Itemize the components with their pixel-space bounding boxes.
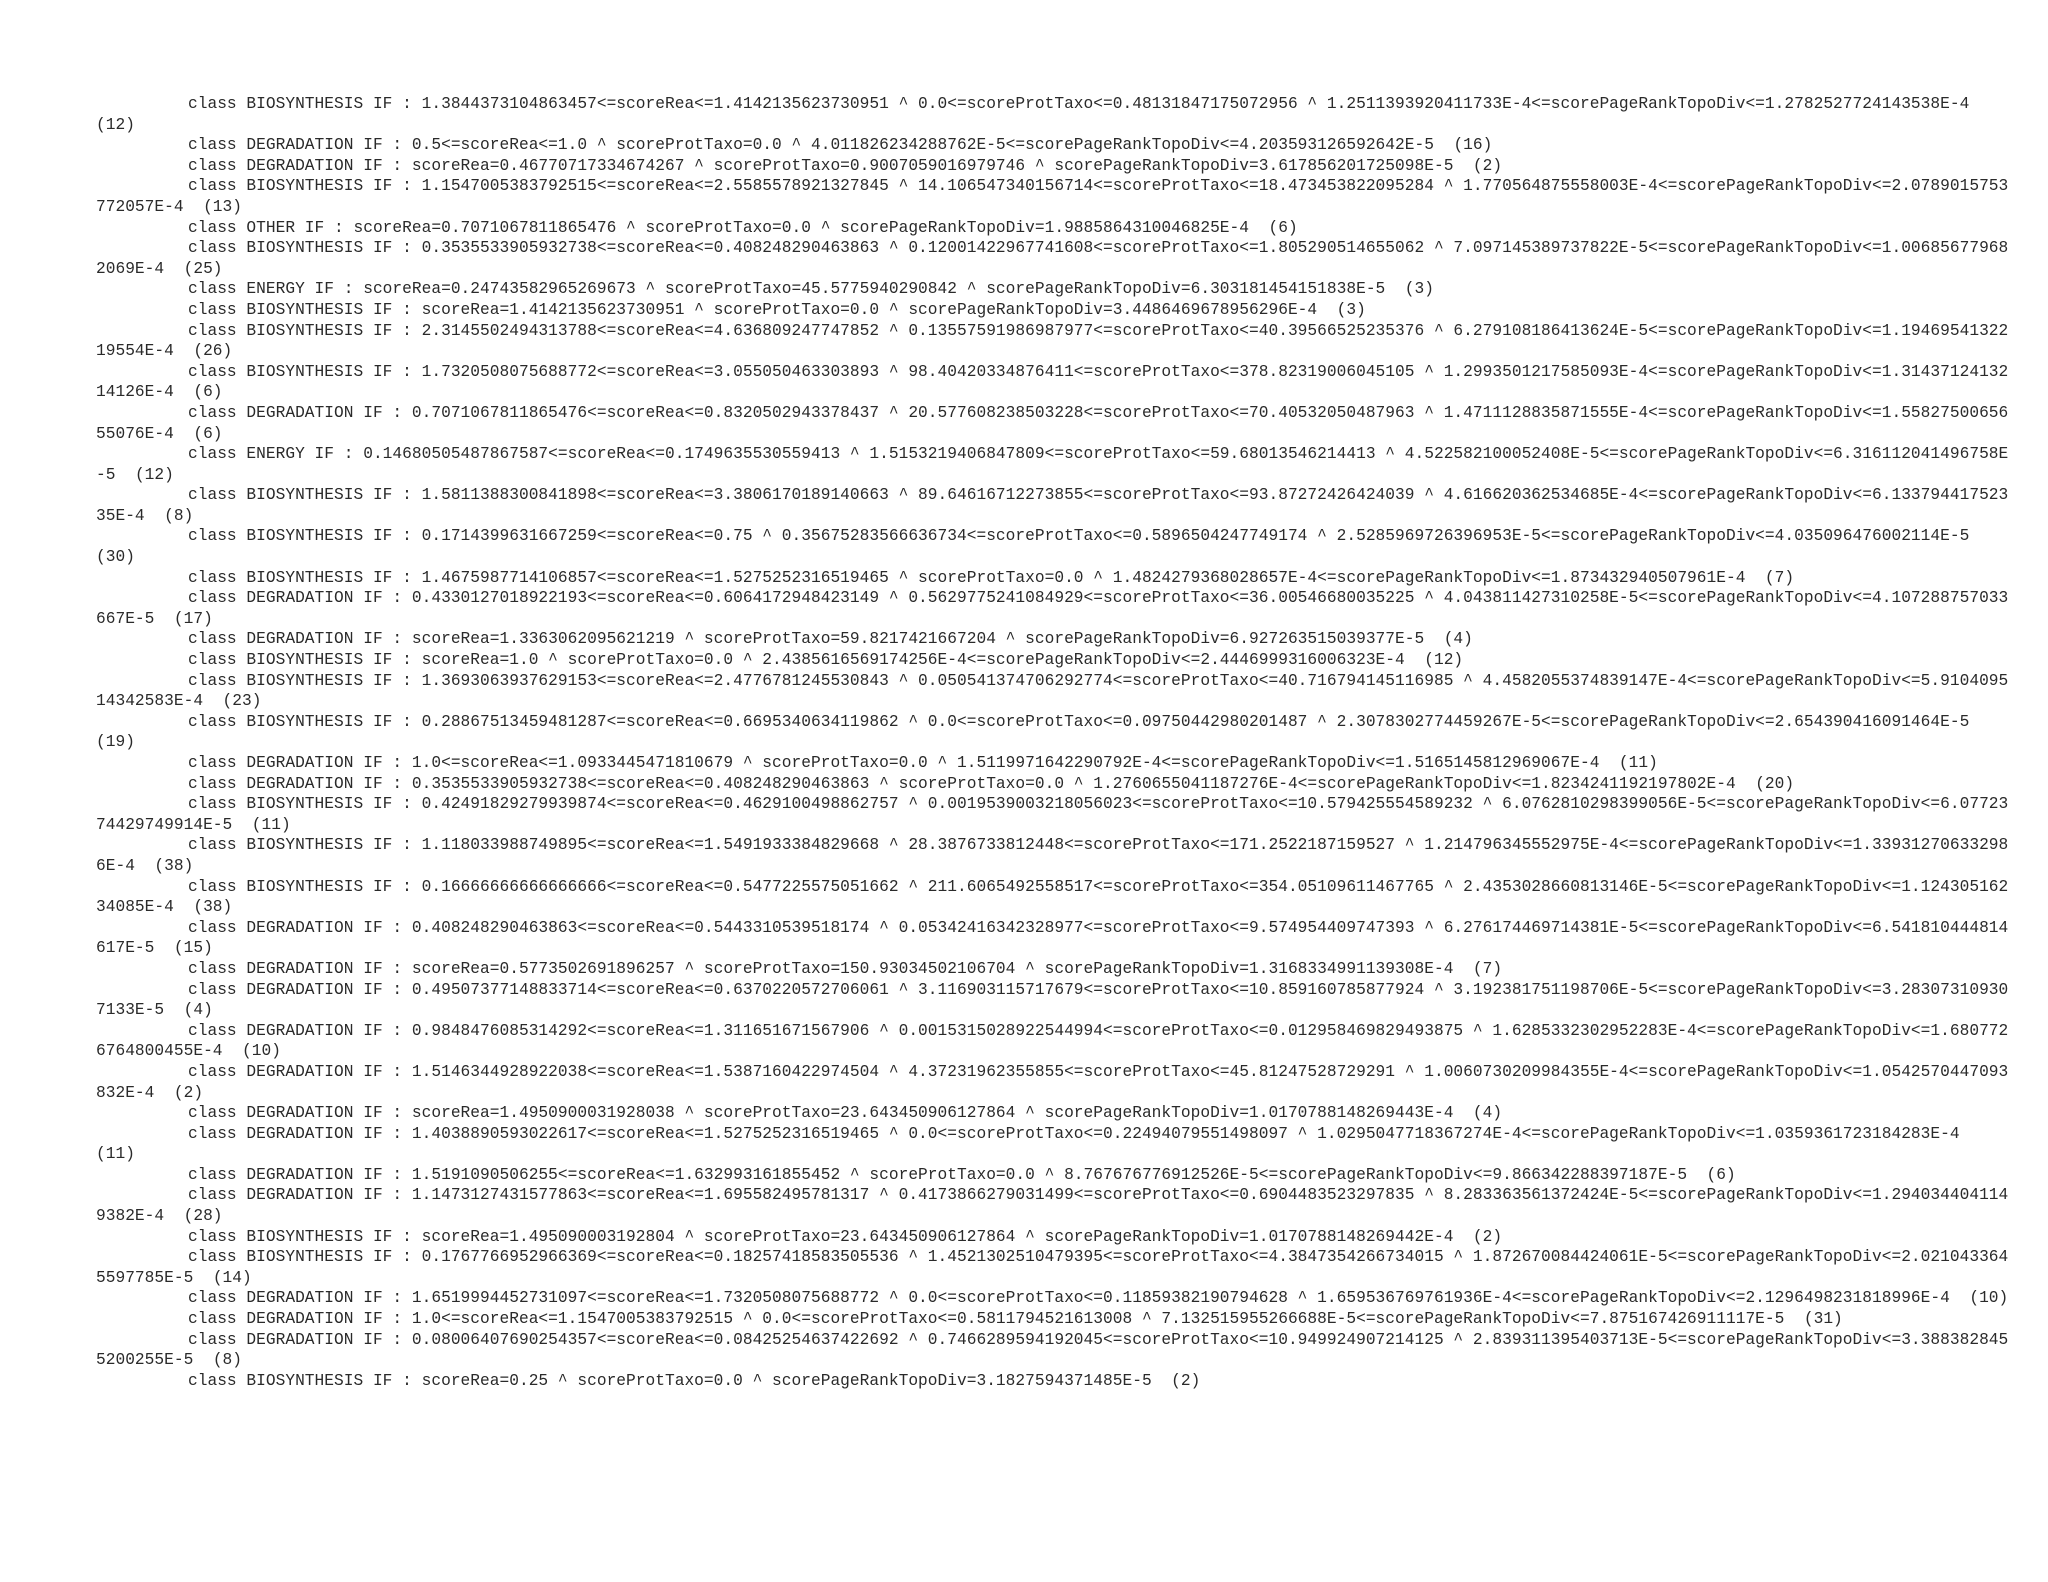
rule-count: (25)	[183, 259, 223, 278]
rule-count: (30)	[96, 548, 135, 567]
rule-line	[96, 300, 2016, 321]
rule-count: (4)	[183, 1001, 213, 1020]
rule-count: (3)	[1336, 300, 1366, 319]
rule-count: (11)	[1618, 754, 1658, 772]
rule-line	[96, 835, 2016, 876]
rule-count: (6)	[193, 424, 223, 443]
rule-text: class DEGRADATION IF : scoreRea=0.46770717334674267 ^ scoreProtTaxo=0.9007059016979746 ^ scorePageRankTopoDiv=3.617856201725098E-5	[188, 156, 1454, 175]
rule-count: (6)	[1268, 218, 1298, 237]
rule-line	[96, 485, 2016, 526]
rule-text: class DEGRADATION IF : 0.7071067811865476<=scoreRea<=0.8320502943378437 ^ 20.577608238503228<=scoreProtTaxo<=70.40532050487963 ^ 1.4711128835871555E-4<=scorePageRankTopoDiv<=1.5582750065655076E-4	[96, 403, 2009, 443]
rule-line	[96, 918, 2016, 959]
rule-count: (12)	[96, 115, 135, 134]
rule-line	[96, 1021, 2016, 1062]
rule-count: (2)	[1171, 1371, 1201, 1390]
rule-text: class ENERGY IF : scoreRea=0.24743582965269673 ^ scoreProtTaxo=45.5775940290842 ^ scorePageRankTopoDiv=6.303181454151838E-5	[188, 280, 1386, 299]
rule-line	[96, 321, 2016, 362]
rule-line	[96, 1062, 2016, 1103]
rule-text: class DEGRADATION IF : 0.408248290463863<=scoreRea<=0.5443310539518174 ^ 0.05342416342328977<=scoreProtTaxo<=9.574954409747393 ^ 6.276174469714381E-5<=scorePageRankTopoDiv<=6.541810444814617E-5	[96, 918, 2009, 958]
rule-line	[96, 568, 2016, 589]
rule-text: class BIOSYNTHESIS IF : 1.5811388300841898<=scoreRea<=3.3806170189140663 ^ 89.64616712273855<=scoreProtTaxo<=93.87272426424039 ^ 4.616620362534685E-4<=scorePageRankTopoDiv<=6.13379441752335E-4	[96, 486, 2009, 525]
rule-text: class DEGRADATION IF : scoreRea=0.5773502691896257 ^ scoreProtTaxo=150.93034502106704 ^ scorePageRankTopoDiv=1.3168334991139308E-4	[188, 959, 1454, 978]
rule-text: class DEGRADATION IF : 0.3535533905932738<=scoreRea<=0.408248290463863 ^ scoreProtTaxo=0.0 ^ 1.2760655041187276E-4<=scorePageRankTopoDiv<=1.8234241192197802E-4	[188, 774, 1736, 793]
rule-count: (20)	[1755, 774, 1795, 793]
rule-line	[96, 1371, 2016, 1392]
rule-line	[96, 403, 2016, 444]
rule-count: (4)	[1443, 630, 1473, 649]
rule-text: class DEGRADATION IF : scoreRea=1.4950900031928038 ^ scoreProtTaxo=23.643450906127864 ^ scorePageRankTopoDiv=1.0170788148269443E-4	[188, 1104, 1454, 1123]
rule-text: class BIOSYNTHESIS IF : 1.4675987714106857<=scoreRea<=1.5275252316519465 ^ scoreProtTaxo=0.0 ^ 1.4824279368028657E-4<=scorePageRankTopoDiv<=1.873432940507961E-4	[188, 568, 1746, 587]
rule-text: class DEGRADATION IF : 0.4330127018922193<=scoreRea<=0.6064172948423149 ^ 0.5629775241084929<=scoreProtTaxo<=36.00546680035225 ^ 4.043811427310258E-5<=scorePageRankTopoDiv<=4.107288757033667E-5	[96, 589, 2009, 628]
rule-text: class DEGRADATION IF : 1.5146344928922038<=scoreRea<=1.5387160422974504 ^ 4.37231962355855<=scoreProtTaxo<=45.81247528729291 ^ 1.0060730209984355E-4<=scorePageRankTopoDiv<=1.0542570447093832E-4	[96, 1062, 2009, 1102]
rule-count: (2)	[173, 1083, 204, 1102]
rule-count: (6)	[1706, 1165, 1736, 1184]
rule-count: (26)	[193, 342, 233, 361]
rule-text: class BIOSYNTHESIS IF : 0.42491829279939874<=scoreRea<=0.4629100498862757 ^ 0.0019539003218056023<=scoreProtTaxo<=10.579425554589232 ^ 6.0762810298399056E-5<=scorePageRankTopoDiv<=6.0772374429749914E-5	[96, 795, 2009, 834]
rule-text: class BIOSYNTHESIS IF : 0.3535533905932738<=scoreRea<=0.408248290463863 ^ 0.12001422967741608<=scoreProtTaxo<=1.805290514655062 ^ 7.097145389737822E-5<=scorePageRankTopoDiv<=1.006856779682069E-4	[96, 239, 2009, 278]
rule-count: (17)	[173, 609, 213, 628]
rule-line	[96, 156, 2016, 177]
rule-text: class BIOSYNTHESIS IF : 1.3693063937629153<=scoreRea<=2.4776781245530843 ^ 0.050541374706292774<=scoreProtTaxo<=40.716794145116985 ^ 4.4582055374839147E-4<=scorePageRankTopoDiv<=5.910409514342583E-4	[96, 671, 2009, 711]
rule-text: class BIOSYNTHESIS IF : 0.16666666666666666<=scoreRea<=0.5477225575051662 ^ 211.6065492558517<=scoreProtTaxo<=354.05109611467765 ^ 2.4353028660813146E-5<=scorePageRankTopoDiv<=1.12430516234085E-4	[96, 877, 2009, 917]
rule-count: (8)	[164, 506, 194, 525]
rule-line	[96, 650, 2016, 671]
rule-count: (10)	[242, 1042, 281, 1061]
rule-count: (2)	[1472, 156, 1503, 175]
rule-count: (7)	[1764, 568, 1795, 587]
rule-text: class DEGRADATION IF : 0.08006407690254357<=scoreRea<=0.08425254637422692 ^ 0.7466289594192045<=scoreProtTaxo<=10.949924907214125 ^ 2.839311395403713E-5<=scorePageRankTopoDiv<=3.3883828455200255E-5	[96, 1330, 2009, 1370]
rule-line	[96, 1103, 2016, 1124]
rule-line	[96, 588, 2016, 629]
rule-line	[96, 1165, 2016, 1186]
rule-line	[96, 238, 2016, 279]
rule-text: class BIOSYNTHESIS IF : 0.28867513459481287<=scoreRea<=0.6695340634119862 ^ 0.0<=scoreProtTaxo<=0.09750442980201487 ^ 2.3078302774459267E-5<=scorePageRankTopoDiv<=2.654390416091464E-5	[188, 712, 1970, 731]
rule-count: (15)	[173, 939, 213, 958]
rule-line	[96, 980, 2016, 1021]
rule-count: (12)	[134, 465, 174, 484]
rule-text: class DEGRADATION IF : 0.9848476085314292<=scoreRea<=1.311651671567906 ^ 0.0015315028922544994<=scoreProtTaxo<=0.012958469829493875 ^ 1.6285332302952283E-4<=scorePageRankTopoDiv<=1.6807726764800455E-4	[96, 1021, 2009, 1061]
rule-line	[96, 1124, 2016, 1165]
rule-count: (28)	[183, 1207, 223, 1226]
rule-text: class BIOSYNTHESIS IF : 0.1767766952966369<=scoreRea<=0.18257418583505536 ^ 1.4521302510479395<=scoreProtTaxo<=4.3847354266734015 ^ 1.872670084424061E-5<=scorePageRankTopoDiv<=2.0210433645597785E-5	[96, 1248, 2009, 1287]
rules-document	[96, 94, 2016, 1391]
rule-text: class DEGRADATION IF : 1.1473127431577863<=scoreRea<=1.695582495781317 ^ 0.4173866279031499<=scoreProtTaxo<=0.6904483523297835 ^ 8.283363561372424E-5<=scorePageRankTopoDiv<=1.2940344041149382E-4	[96, 1186, 2009, 1226]
rule-line	[96, 1288, 2016, 1309]
rule-text: class BIOSYNTHESIS IF : 1.1547005383792515<=scoreRea<=2.5585578921327845 ^ 14.106547340156714<=scoreProtTaxo<=18.473453822095284 ^ 1.770564875558003E-4<=scorePageRankTopoDiv<=2.0789015753772057E-4	[96, 177, 2009, 216]
rule-text: class DEGRADATION IF : 0.49507377148833714<=scoreRea<=0.6370220572706061 ^ 3.116903115717679<=scoreProtTaxo<=10.859160785877924 ^ 3.192381751198706E-5<=scorePageRankTopoDiv<=3.283073109307133E-5	[96, 980, 2009, 1020]
rule-count: (16)	[1453, 136, 1493, 155]
rule-text: class DEGRADATION IF : 1.5191090506255<=scoreRea<=1.632993161855452 ^ scoreProtTaxo=0.0 ^ 8.767676776912526E-5<=scorePageRankTopoDiv<=9.866342288397187E-5	[188, 1165, 1688, 1184]
rule-text: class BIOSYNTHESIS IF : scoreRea=1.0 ^ scoreProtTaxo=0.0 ^ 2.4385616569174256E-4<=scorePageRankTopoDiv<=2.4446999316006323E-4	[188, 651, 1405, 670]
rule-line	[96, 959, 2016, 980]
rule-count: (4)	[1472, 1104, 1503, 1123]
rule-count: (3)	[1404, 280, 1434, 299]
rule-count: (14)	[212, 1268, 252, 1287]
rule-count: (19)	[96, 733, 135, 752]
rule-line	[96, 1309, 2016, 1330]
rule-count: (38)	[154, 856, 194, 875]
rule-count: (6)	[193, 383, 223, 402]
rule-line	[96, 712, 2016, 753]
rule-line	[96, 1247, 2016, 1288]
rule-line	[96, 279, 2016, 300]
rule-line	[96, 794, 2016, 835]
rule-count: (10)	[1969, 1289, 2009, 1308]
rule-count: (11)	[96, 1145, 135, 1164]
rule-text: class BIOSYNTHESIS IF : scoreRea=1.4142135623730951 ^ scoreProtTaxo=0.0 ^ scorePageRankTopoDiv=3.4486469678956296E-4	[188, 300, 1318, 319]
rule-count: (8)	[212, 1351, 243, 1370]
rule-text: class BIOSYNTHESIS IF : 0.1714399631667259<=scoreRea<=0.75 ^ 0.35675283566636734<=scoreProtTaxo<=0.5896504247749174 ^ 2.5285969726396953E-5<=scorePageRankTopoDiv<=4.035096476002114E-5	[188, 527, 1970, 546]
rule-line	[96, 94, 2016, 135]
rule-text: class DEGRADATION IF : scoreRea=1.3363062095621219 ^ scoreProtTaxo=59.8217421667204 ^ scorePageRankTopoDiv=6.927263515039377E-5	[188, 630, 1425, 649]
rule-line	[96, 218, 2016, 239]
rule-text: class DEGRADATION IF : 0.5<=scoreRea<=1.0 ^ scoreProtTaxo=0.0 ^ 4.011826234288762E-5<=scorePageRankTopoDiv<=4.203593126592642E-5	[188, 136, 1434, 155]
rule-text: class ENERGY IF : 0.14680505487867587<=scoreRea<=0.1749635530559413 ^ 1.5153219406847809<=scoreProtTaxo<=59.68013546214413 ^ 4.522582100052408E-5<=scorePageRankTopoDiv<=6.316112041496758E-5	[96, 445, 2009, 484]
rule-text: class DEGRADATION IF : 1.0<=scoreRea<=1.1547005383792515 ^ 0.0<=scoreProtTaxo<=0.5811794521613008 ^ 7.132515955266688E-5<=scorePageRankTopoDiv<=7.875167426911117E-5	[188, 1310, 1785, 1329]
rule-count: (11)	[251, 815, 291, 834]
rule-count: (7)	[1472, 959, 1503, 978]
rule-line	[96, 1330, 2016, 1371]
rule-text: class OTHER IF : scoreRea=0.7071067811865476 ^ scoreProtTaxo=0.0 ^ scorePageRankTopoDiv=1.9885864310046825E-4	[188, 218, 1250, 237]
rule-text: class DEGRADATION IF : 1.0<=scoreRea<=1.0933445471810679 ^ scoreProtTaxo=0.0 ^ 1.5119971642290792E-4<=scorePageRankTopoDiv<=1.5165145812969067E-4	[188, 754, 1600, 772]
rule-count: (2)	[1472, 1227, 1503, 1246]
rule-line	[96, 135, 2016, 156]
rule-line	[96, 774, 2016, 795]
rule-line	[96, 1185, 2016, 1226]
rule-line	[96, 877, 2016, 918]
rule-line	[96, 1227, 2016, 1248]
rule-line	[96, 362, 2016, 403]
rule-text: class DEGRADATION IF : 1.6519994452731097<=scoreRea<=1.7320508075688772 ^ 0.0<=scoreProtTaxo<=0.11859382190794628 ^ 1.659536769761936E-4<=scorePageRankTopoDiv<=2.1296498231818996E-4	[188, 1289, 1950, 1308]
rule-line	[96, 176, 2016, 217]
rule-line	[96, 526, 2016, 567]
rule-count: (31)	[1803, 1310, 1843, 1329]
rule-line	[96, 629, 2016, 650]
rule-count: (13)	[203, 197, 243, 216]
rule-text: class BIOSYNTHESIS IF : 1.3844373104863457<=scoreRea<=1.4142135623730951 ^ 0.0<=scoreProtTaxo<=0.48131847175072956 ^ 1.2511393920411733E-4<=scorePageRankTopoDiv<=1.2782527724143538E-4	[188, 95, 1970, 113]
rule-line	[96, 753, 2016, 774]
rule-text: class BIOSYNTHESIS IF : scoreRea=1.495090003192804 ^ scoreProtTaxo=23.643450906127864 ^ scorePageRankTopoDiv=1.0170788148269442E-4	[188, 1227, 1454, 1246]
rule-text: class DEGRADATION IF : 1.4038890593022617<=scoreRea<=1.5275252316519465 ^ 0.0<=scoreProtTaxo<=0.22494079551498097 ^ 1.0295047718367274E-4<=scorePageRankTopoDiv<=1.0359361723184283E-4	[188, 1124, 1960, 1143]
rule-line	[96, 444, 2016, 485]
rule-count: (12)	[1424, 651, 1464, 670]
rule-count: (38)	[193, 898, 233, 917]
rule-text: class BIOSYNTHESIS IF : 2.3145502494313788<=scoreRea<=4.636809247747852 ^ 0.13557591986987977<=scoreProtTaxo<=40.39566525235376 ^ 6.279108186413624E-5<=scorePageRankTopoDiv<=1.1946954132219554E-4	[96, 321, 2009, 361]
rule-line	[96, 671, 2016, 712]
rule-text: class BIOSYNTHESIS IF : 1.7320508075688772<=scoreRea<=3.055050463303893 ^ 98.40420334876411<=scoreProtTaxo<=378.82319006045105 ^ 1.2993501217585093E-4<=scorePageRankTopoDiv<=1.3143712413214126E-4	[96, 362, 2009, 402]
rule-text: class BIOSYNTHESIS IF : scoreRea=0.25 ^ scoreProtTaxo=0.0 ^ scorePageRankTopoDiv=3.1827594371485E-5	[188, 1371, 1152, 1390]
rule-text: class BIOSYNTHESIS IF : 1.118033988749895<=scoreRea<=1.5491933384829668 ^ 28.3876733812448<=scoreProtTaxo<=171.2522187159527 ^ 1.214796345552975E-4<=scorePageRankTopoDiv<=1.339312706332986E-4	[96, 836, 2009, 875]
rule-count: (23)	[222, 692, 262, 711]
